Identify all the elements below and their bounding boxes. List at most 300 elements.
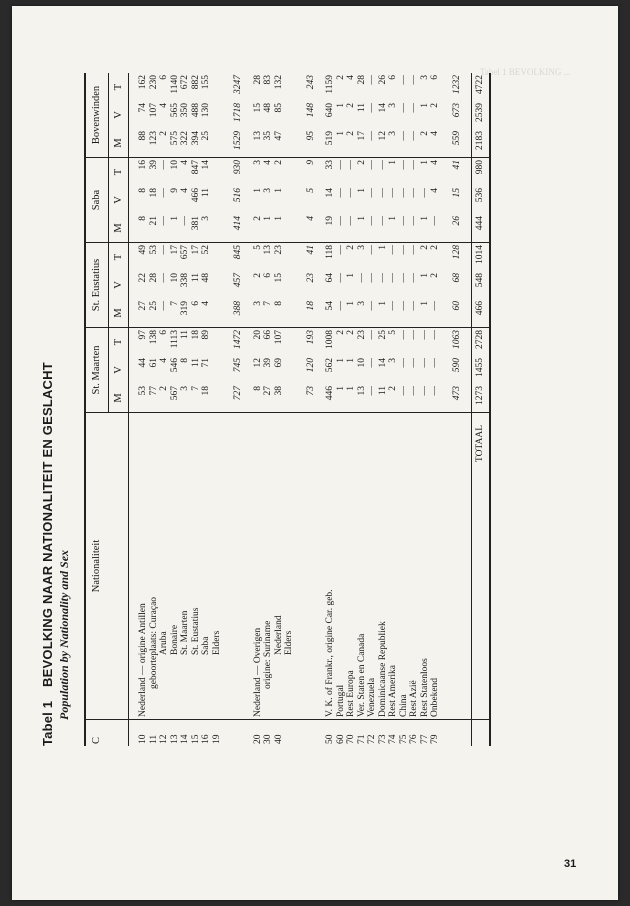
value-cell: 19: [325, 214, 336, 243]
table-row: [253, 73, 264, 746]
value-cell: [284, 186, 295, 214]
value-cell: —: [346, 160, 356, 170]
value-cell: 243: [305, 75, 316, 90]
value-cell: 27: [138, 299, 149, 328]
value-cell: 1: [274, 214, 285, 243]
row-code: 74: [388, 734, 398, 744]
value-cell: —: [377, 273, 388, 283]
total-row: [472, 73, 490, 746]
value-cell: 26: [377, 75, 388, 85]
value-cell: —: [430, 214, 441, 243]
value-cell: 8: [253, 384, 264, 413]
value-cell: [212, 243, 223, 272]
row-code: 75: [398, 734, 409, 744]
value-cell: —: [367, 299, 378, 328]
value-cell: 1: [357, 214, 368, 243]
value-cell: 9: [169, 188, 180, 193]
value-cell: 2: [420, 129, 431, 158]
value-cell: 7: [170, 299, 181, 328]
row-label: Nederland — origine Antillen: [138, 413, 149, 720]
value-cell: 657: [180, 245, 190, 260]
value-cell: —: [430, 358, 440, 368]
value-cell: 1: [346, 273, 356, 278]
value-cell: 18: [148, 188, 159, 198]
value-cell: 466: [190, 188, 201, 203]
value-cell: 48: [263, 103, 273, 113]
value-cell: 17: [169, 245, 180, 255]
value-cell: —: [388, 299, 399, 328]
value-cell: 12: [252, 358, 263, 368]
value-cell: 33: [325, 160, 335, 170]
header-sex: V: [108, 271, 129, 299]
value-cell: 21: [149, 214, 160, 243]
value-cell: 2728: [472, 328, 490, 357]
value-cell: —: [367, 129, 378, 158]
value-cell: [212, 214, 223, 243]
value-cell: 28: [252, 75, 263, 85]
value-cell: —: [409, 103, 419, 113]
value-cell: —: [398, 358, 409, 368]
value-cell: 980: [472, 158, 490, 187]
value-cell: 39: [148, 160, 159, 170]
value-cell: 132: [273, 75, 284, 90]
value-cell: 727: [233, 384, 244, 413]
value-cell: 3: [263, 188, 273, 193]
table-row: [420, 73, 431, 746]
row-code: 15: [190, 734, 201, 744]
header-sex: M: [108, 214, 129, 243]
value-cell: 1232: [451, 75, 462, 94]
value-cell: 9: [305, 160, 316, 165]
value-cell: 466: [472, 299, 490, 328]
row-label: Bonaire: [170, 413, 181, 720]
value-cell: 18: [201, 384, 212, 413]
value-cell: —: [159, 214, 170, 243]
row-code: [284, 720, 295, 747]
header-sex: T: [108, 243, 129, 272]
value-cell: 15: [273, 273, 284, 283]
value-cell: —: [398, 103, 409, 113]
value-cell: 52: [201, 245, 211, 255]
header-island: St. Eustatius: [85, 243, 108, 328]
value-cell: 4: [306, 214, 317, 243]
value-cell: 516: [233, 188, 243, 203]
value-cell: 2: [159, 129, 170, 158]
value-cell: 2: [430, 273, 440, 278]
value-cell: —: [419, 358, 430, 368]
value-cell: 4: [201, 299, 212, 328]
value-cell: 546: [169, 358, 180, 373]
table-title-dutch: BEVOLKING NAAR NATIONALITEIT EN GESLACHT: [40, 362, 55, 687]
value-cell: 350: [180, 103, 190, 118]
value-cell: 10: [169, 273, 180, 283]
value-cell: —: [398, 160, 409, 170]
table-row: [180, 73, 191, 746]
row-label: Ver. Staten en Canada: [357, 413, 368, 720]
row-label: Elders: [284, 413, 295, 720]
value-cell: 11: [190, 358, 201, 368]
value-cell: [284, 101, 295, 129]
value-cell: —: [367, 245, 377, 255]
table-row: [325, 73, 336, 746]
value-cell: 2539: [472, 101, 490, 129]
value-cell: 22: [138, 273, 148, 283]
value-cell: 28: [148, 273, 159, 283]
value-cell: [284, 328, 295, 357]
value-cell: 41: [305, 245, 316, 255]
value-cell: 2: [430, 103, 440, 108]
subtotal-row: [452, 73, 463, 746]
value-cell: 83: [263, 75, 273, 85]
value-cell: —: [409, 384, 420, 413]
value-cell: 54: [325, 299, 336, 328]
value-cell: [284, 158, 295, 187]
value-cell: —: [159, 245, 169, 255]
value-cell: 6: [388, 75, 398, 80]
value-cell: 1: [273, 188, 284, 193]
value-cell: 107: [273, 330, 284, 345]
value-cell: 2: [388, 384, 399, 413]
value-cell: [284, 271, 295, 299]
value-cell: [284, 356, 295, 384]
value-cell: 8: [138, 188, 148, 193]
value-cell: 2: [346, 129, 357, 158]
table-row: [212, 73, 223, 746]
header-sex: V: [108, 356, 129, 384]
document-page: [12, 6, 618, 900]
value-cell: 1718: [233, 103, 243, 122]
header-sex: T: [108, 73, 129, 101]
value-cell: 4: [430, 160, 440, 165]
value-cell: 4: [263, 160, 273, 165]
value-cell: 1: [420, 214, 431, 243]
page-number: 31: [564, 858, 577, 870]
row-code: 79: [430, 734, 440, 744]
value-cell: 28: [356, 75, 367, 85]
value-cell: 4: [430, 188, 440, 193]
value-cell: 4: [180, 160, 190, 165]
value-cell: —: [409, 160, 419, 170]
value-cell: 17: [357, 129, 368, 158]
header-code: C: [85, 720, 129, 747]
value-cell: —: [409, 299, 420, 328]
value-cell: 1: [419, 273, 430, 278]
value-cell: —: [367, 358, 377, 368]
value-cell: 2: [335, 330, 346, 335]
value-cell: —: [388, 188, 398, 198]
value-cell: —: [419, 330, 430, 340]
value-cell: —: [367, 330, 377, 340]
value-cell: 95: [306, 129, 317, 158]
value-cell: —: [398, 245, 409, 255]
value-cell: 548: [472, 271, 490, 299]
value-cell: 1: [377, 245, 388, 250]
value-cell: 1273: [472, 384, 490, 413]
value-cell: 5: [388, 330, 398, 335]
row-label: Portugal: [336, 413, 347, 720]
value-cell: —: [159, 299, 170, 328]
value-cell: 2: [346, 103, 356, 108]
value-cell: 49: [138, 245, 148, 255]
value-cell: 26: [452, 214, 463, 243]
value-cell: 85: [273, 103, 284, 113]
value-cell: 7: [191, 384, 202, 413]
value-cell: [212, 73, 223, 101]
value-cell: 138: [148, 330, 159, 345]
value-cell: 39: [263, 358, 273, 368]
value-cell: —: [335, 160, 346, 170]
value-cell: —: [367, 160, 377, 170]
table-title: [40, 46, 55, 746]
value-cell: 53: [148, 245, 159, 255]
row-label: Elders: [212, 413, 223, 720]
value-cell: —: [398, 188, 409, 198]
row-code: 19: [211, 734, 222, 744]
value-cell: 1159: [325, 75, 335, 94]
value-cell: 1: [170, 214, 181, 243]
value-cell: —: [409, 245, 419, 255]
value-cell: 338: [180, 273, 190, 288]
value-cell: 567: [170, 384, 181, 413]
value-cell: 13: [263, 245, 273, 255]
value-cell: —: [409, 188, 419, 198]
rotated-table-block: [40, 46, 490, 746]
value-cell: 2: [419, 245, 430, 250]
value-cell: —: [367, 103, 377, 113]
value-cell: [212, 328, 223, 357]
value-cell: 4: [159, 103, 169, 108]
value-cell: 23: [356, 330, 367, 340]
table-row: [399, 73, 410, 746]
value-cell: [212, 158, 223, 187]
value-cell: [212, 129, 223, 158]
value-cell: 128: [451, 245, 462, 260]
value-cell: 1014: [472, 243, 490, 272]
value-cell: 565: [169, 103, 180, 118]
row-code: [306, 720, 317, 747]
value-cell: 1: [346, 299, 357, 328]
row-code: 40: [273, 734, 284, 744]
value-cell: 6: [191, 299, 202, 328]
value-cell: —: [399, 299, 410, 328]
row-code: [233, 720, 244, 747]
value-cell: 68: [451, 273, 462, 283]
table-row: [346, 73, 357, 746]
value-cell: —: [367, 273, 377, 283]
bleed-through-text: Tabel 1 BEVOLKING ...: [480, 67, 571, 77]
value-cell: 8: [274, 299, 285, 328]
value-cell: —: [367, 384, 378, 413]
value-cell: 71: [201, 358, 211, 368]
value-cell: 97: [138, 330, 148, 340]
value-cell: 2: [159, 384, 170, 413]
value-cell: 3: [253, 299, 264, 328]
value-cell: 1: [388, 160, 398, 165]
value-cell: 1: [346, 358, 356, 363]
value-cell: —: [399, 129, 410, 158]
value-cell: 2: [335, 75, 346, 80]
value-cell: —: [367, 214, 378, 243]
value-cell: 1063: [451, 330, 462, 349]
value-cell: —: [346, 188, 356, 198]
row-code: [452, 720, 463, 747]
row-label: Nederland: [274, 413, 285, 720]
value-cell: 1: [419, 103, 430, 108]
value-cell: —: [367, 75, 377, 85]
value-cell: 3247: [233, 75, 243, 94]
value-cell: 20: [252, 330, 263, 340]
table-row: [336, 73, 347, 746]
row-code: 12: [159, 734, 169, 744]
value-cell: 1: [335, 103, 346, 108]
value-cell: —: [356, 273, 367, 283]
table-row: [170, 73, 181, 746]
value-cell: 519: [325, 129, 336, 158]
value-cell: [284, 384, 295, 413]
value-cell: —: [335, 188, 346, 198]
value-cell: 4: [346, 75, 356, 80]
header-island: Bovenwinden: [85, 73, 108, 158]
value-cell: 3: [180, 384, 191, 413]
row-code: 11: [148, 734, 159, 744]
value-cell: 1: [346, 384, 357, 413]
value-cell: 673: [451, 103, 462, 118]
value-cell: 5: [305, 188, 316, 193]
row-label: V. K. of Frankr., origine Car. geb.: [325, 413, 336, 720]
value-cell: 3: [252, 160, 263, 165]
value-cell: 3: [388, 129, 399, 158]
value-cell: 3: [356, 245, 367, 250]
value-cell: 41: [451, 160, 462, 170]
value-cell: 2: [252, 273, 263, 278]
value-cell: —: [430, 384, 441, 413]
value-cell: 6: [430, 75, 440, 80]
value-cell: —: [399, 214, 410, 243]
row-label: Rest Amerika: [388, 413, 399, 720]
header-island: Saba: [85, 158, 108, 243]
value-cell: 4722: [472, 73, 490, 101]
value-cell: 6: [159, 75, 169, 80]
row-code: 16: [201, 734, 211, 744]
value-cell: 3: [388, 358, 398, 363]
header-nationality: Nationaliteit: [85, 413, 129, 720]
row-label: geboorteplaats: Curaçao: [149, 413, 160, 720]
value-cell: 4: [180, 188, 190, 193]
value-cell: 1140: [169, 75, 180, 94]
value-cell: 394: [191, 129, 202, 158]
value-cell: 1008: [325, 330, 335, 349]
value-cell: 1: [263, 214, 274, 243]
value-cell: 2: [346, 330, 356, 335]
value-cell: —: [430, 299, 441, 328]
value-cell: 73: [306, 384, 317, 413]
value-cell: 148: [305, 103, 316, 118]
value-cell: 1: [335, 358, 346, 363]
value-cell: —: [409, 214, 420, 243]
value-cell: 8: [180, 358, 190, 363]
value-cell: 2: [356, 160, 367, 165]
row-label: Rest Statenloos: [420, 413, 431, 720]
row-label: TOTAAL: [472, 413, 490, 720]
row-label: Rest Azië: [409, 413, 420, 720]
value-cell: 3: [419, 75, 430, 80]
row-label: Onbekend: [430, 413, 441, 720]
row-code: 70: [346, 734, 356, 744]
value-cell: 123: [149, 129, 160, 158]
value-cell: 15: [252, 103, 263, 113]
table-row: [430, 73, 441, 746]
row-label: Aruba: [159, 413, 170, 720]
row-label: Nederland — Overigen: [253, 413, 264, 720]
value-cell: 23: [273, 245, 284, 255]
value-cell: —: [335, 245, 346, 255]
header-sex: M: [108, 299, 129, 328]
table-row: [274, 73, 285, 746]
value-cell: 25: [377, 330, 388, 340]
value-cell: —: [409, 129, 420, 158]
value-cell: 88: [138, 129, 149, 158]
value-cell: 3: [201, 214, 212, 243]
value-cell: 53: [138, 384, 149, 413]
header-island: St. Maarten: [85, 328, 108, 413]
table-row: [201, 73, 212, 746]
value-cell: 48: [201, 273, 211, 283]
value-cell: 35: [263, 129, 274, 158]
value-cell: 11: [356, 103, 367, 113]
value-cell: 12: [378, 129, 389, 158]
value-cell: 44: [138, 358, 148, 368]
value-cell: [212, 186, 223, 214]
row-code: 50: [325, 734, 335, 744]
table-row: [367, 73, 378, 746]
value-cell: 77: [149, 384, 160, 413]
value-cell: 14: [325, 188, 335, 198]
value-cell: 575: [170, 129, 181, 158]
header-sex: V: [108, 186, 129, 214]
value-cell: —: [159, 188, 169, 198]
value-cell: [212, 356, 223, 384]
row-code: 30: [263, 734, 273, 744]
value-cell: 38: [274, 384, 285, 413]
header-sex: M: [108, 384, 129, 413]
value-cell: 444: [472, 214, 490, 243]
value-cell: 155: [201, 75, 211, 90]
value-cell: —: [377, 160, 388, 170]
value-cell: 2: [346, 245, 356, 250]
value-cell: 3: [357, 299, 368, 328]
value-cell: 230: [148, 75, 159, 90]
row-code: 76: [409, 734, 419, 744]
value-cell: 381: [191, 214, 202, 243]
value-cell: 2: [273, 160, 284, 165]
value-cell: 11: [190, 273, 201, 283]
value-cell: 446: [325, 384, 336, 413]
value-cell: —: [398, 75, 409, 85]
row-code: 10: [138, 734, 148, 744]
value-cell: 107: [148, 103, 159, 118]
value-cell: —: [377, 188, 388, 198]
value-cell: —: [159, 273, 169, 283]
value-cell: 1: [336, 384, 347, 413]
value-cell: 11: [180, 330, 190, 340]
value-cell: [212, 384, 223, 413]
value-cell: 1529: [233, 129, 244, 158]
value-cell: [284, 299, 295, 328]
value-cell: 6: [159, 330, 169, 335]
value-cell: —: [419, 188, 430, 198]
value-cell: 1: [420, 299, 431, 328]
value-cell: [212, 101, 223, 129]
